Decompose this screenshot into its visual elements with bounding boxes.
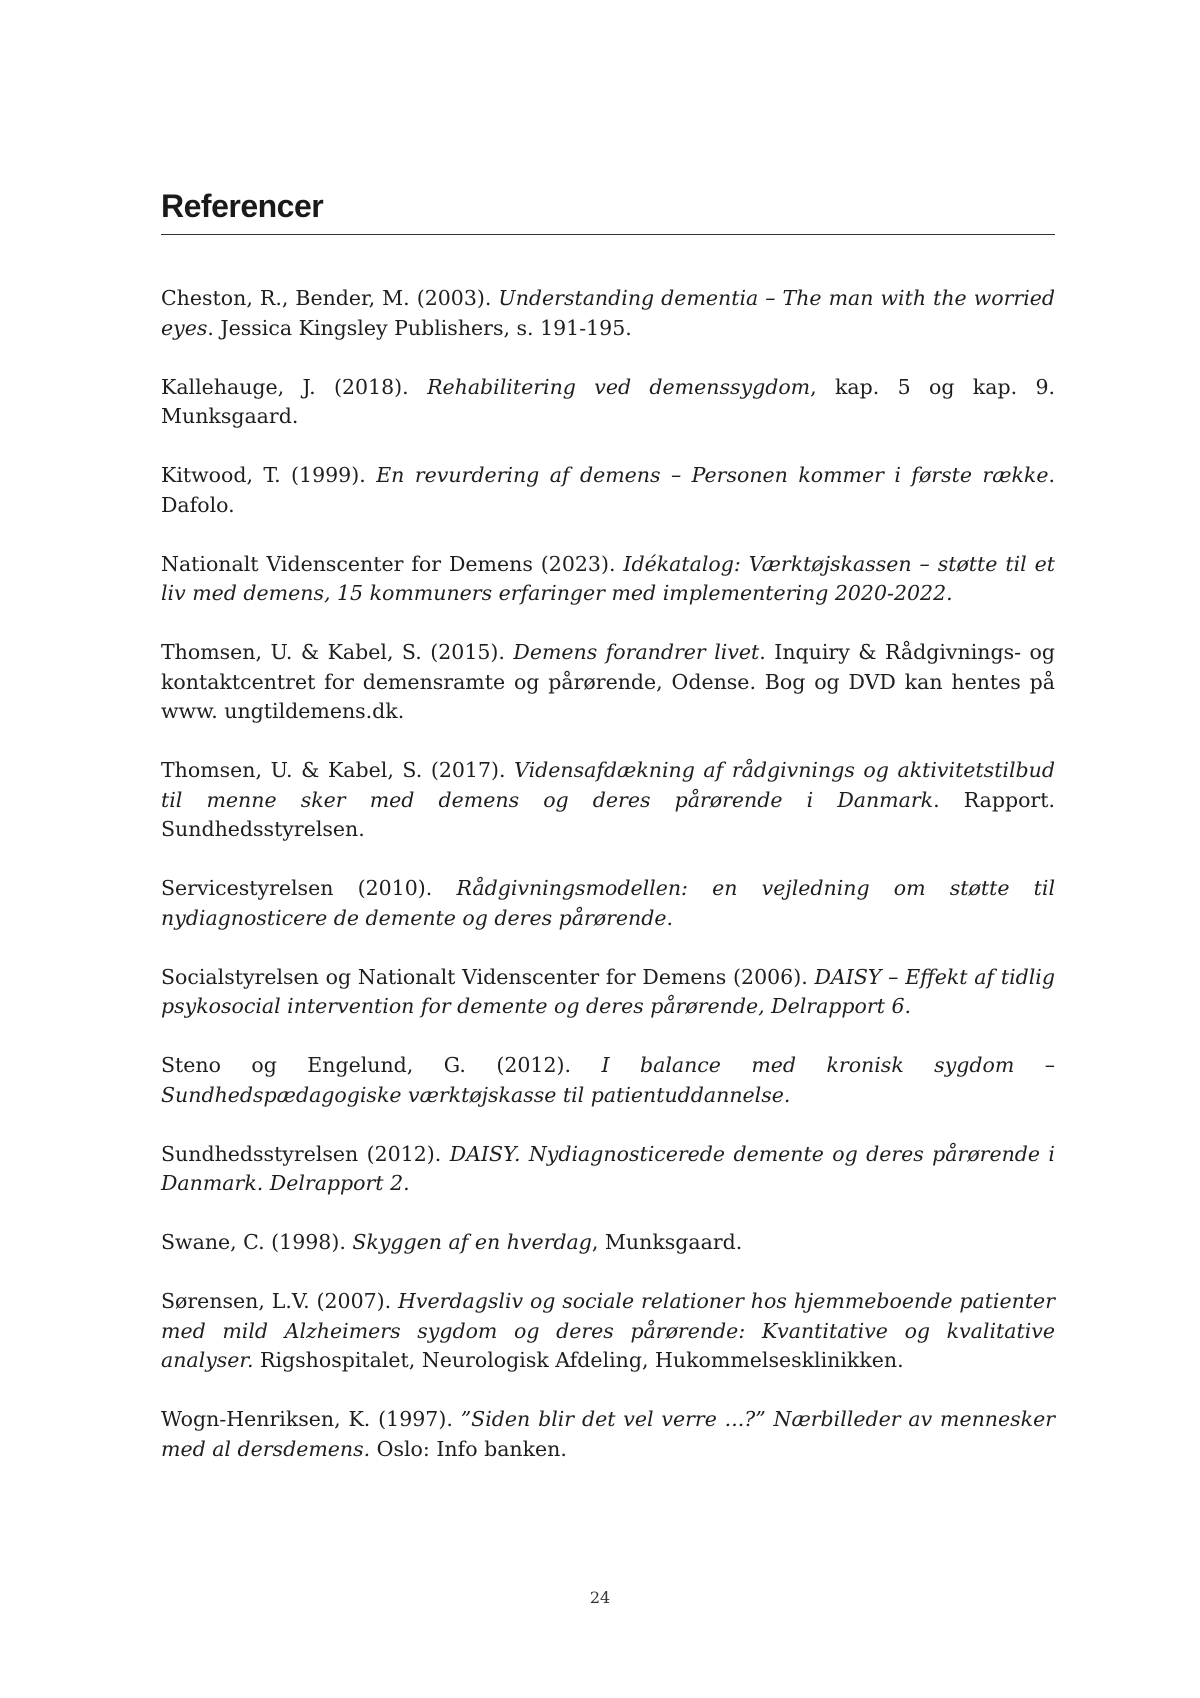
reference-author: Cheston, R., Bender, M. (2003).: [161, 286, 499, 310]
reference-details: . Inquiry & Rådgivnings- og kontaktcentret for demensramte og pårørende, Odense. Bog og DVD kan hentes på www. ungtildemens.dk.: [161, 640, 1055, 723]
reference-title: ”Siden blir det vel verre ...?” Nærbilleder av mennesker med al dersdemens.: [161, 1407, 1056, 1461]
reference-author: Nationalt Videnscenter for Demens (2023).: [161, 551, 624, 576]
reference-details: , kap. 5 og kap. 9. Munksgaard.: [161, 374, 1055, 428]
reference-author: Kitwood, T. (1999).: [161, 463, 377, 487]
reference-item: [161, 638, 1055, 727]
reference-author: Kallehauge, J. (2018).: [161, 374, 428, 399]
page-number: 24: [589, 1588, 611, 1607]
reference-item: [161, 1228, 1055, 1258]
reference-author: Thomsen, U. & Kabel, S. (2017).: [161, 758, 515, 782]
reference-title: Vidensafdækning af rådgivnings og aktivitetstilbud til menne sker med demens og deres pårørende i Danmark: [161, 758, 1055, 812]
reference-item: [161, 461, 1055, 520]
reference-title: DAISY. Nydiagnosticerede demente og deres pårørende i Danmark. Delrapport 2.: [161, 1141, 1055, 1195]
reference-author: Steno og Engelund, G. (2012).: [161, 1053, 602, 1077]
reference-author: Socialstyrelsen og Nationalt Videnscenter for Demens (2006).: [161, 964, 815, 989]
reference-author: Thomsen, U. & Kabel, S. (2015).: [161, 640, 514, 664]
reference-author: Swane, C. (1998).: [161, 1230, 353, 1254]
reference-title: I balance med kronisk sygdom – Sundhedspædagogiske værktøjskasse til patientuddannelse.: [161, 1053, 1055, 1107]
reference-author: Wogn-Henriksen, K. (1997).: [161, 1407, 461, 1431]
reference-title: Skyggen af en hverdag: [352, 1230, 592, 1254]
reference-author: Sørensen, L.V. (2007).: [161, 1289, 399, 1313]
reference-title: Idékatalog: Værktøjskassen – støtte til et liv med demens, 15 kommuners erfaringer med implementering 2020-2022.: [161, 551, 1055, 605]
reference-title: Hverdagsliv og sociale relationer hos hjemmeboende patienter med mild Alzheimers sygdom og deres pårørende: Kvantitative og kvalitative analyser.: [161, 1289, 1055, 1372]
reference-item: [161, 550, 1055, 609]
reference-item: [161, 1140, 1055, 1199]
reference-item: [161, 284, 1055, 343]
reference-details: . Rapport. Sundhedsstyrelsen.: [161, 787, 1055, 841]
reference-item: [161, 874, 1055, 933]
reference-title: Rehabilitering ved demenssygdom: [427, 374, 811, 399]
page-title: Referencer: [161, 188, 324, 224]
reference-details: Rigshospitalet, Neurologisk Afdeling, Hukommelsesklinikken.: [253, 1348, 904, 1372]
heading-divider: [161, 234, 1055, 235]
reference-title: Demens forandrer livet: [513, 640, 760, 664]
reference-author: Sundhedsstyrelsen (2012).: [161, 1141, 450, 1166]
reference-item: [161, 1287, 1055, 1376]
reference-author: Servicestyrelsen (2010).: [161, 876, 457, 900]
reference-details: . Dafolo.: [161, 463, 1056, 517]
reference-title: En revurdering af demens – Personen kommer i første række: [376, 463, 1049, 487]
reference-item: [161, 373, 1055, 432]
reference-title: DAISY – Effekt af tidlig psykosocial intervention for demente og deres pårørende, Delrapport 6.: [161, 964, 1055, 1018]
reference-details: Oslo: Info banken.: [370, 1436, 567, 1461]
reference-item: [161, 756, 1055, 845]
reference-item: [161, 1051, 1055, 1110]
reference-details: . Jessica Kingsley Publishers, s. 191-195.: [207, 315, 632, 340]
reference-list: [161, 284, 1055, 1494]
reference-item: [161, 963, 1055, 1022]
reference-title: Rådgivningsmodellen: en vejledning om støtte til nydiagnosticere de demente og deres pårørende.: [161, 876, 1055, 930]
reference-title: Understanding dementia – The man with the worried eyes: [161, 286, 1056, 340]
reference-item: [161, 1405, 1055, 1464]
reference-details: , Munksgaard.: [591, 1230, 743, 1254]
